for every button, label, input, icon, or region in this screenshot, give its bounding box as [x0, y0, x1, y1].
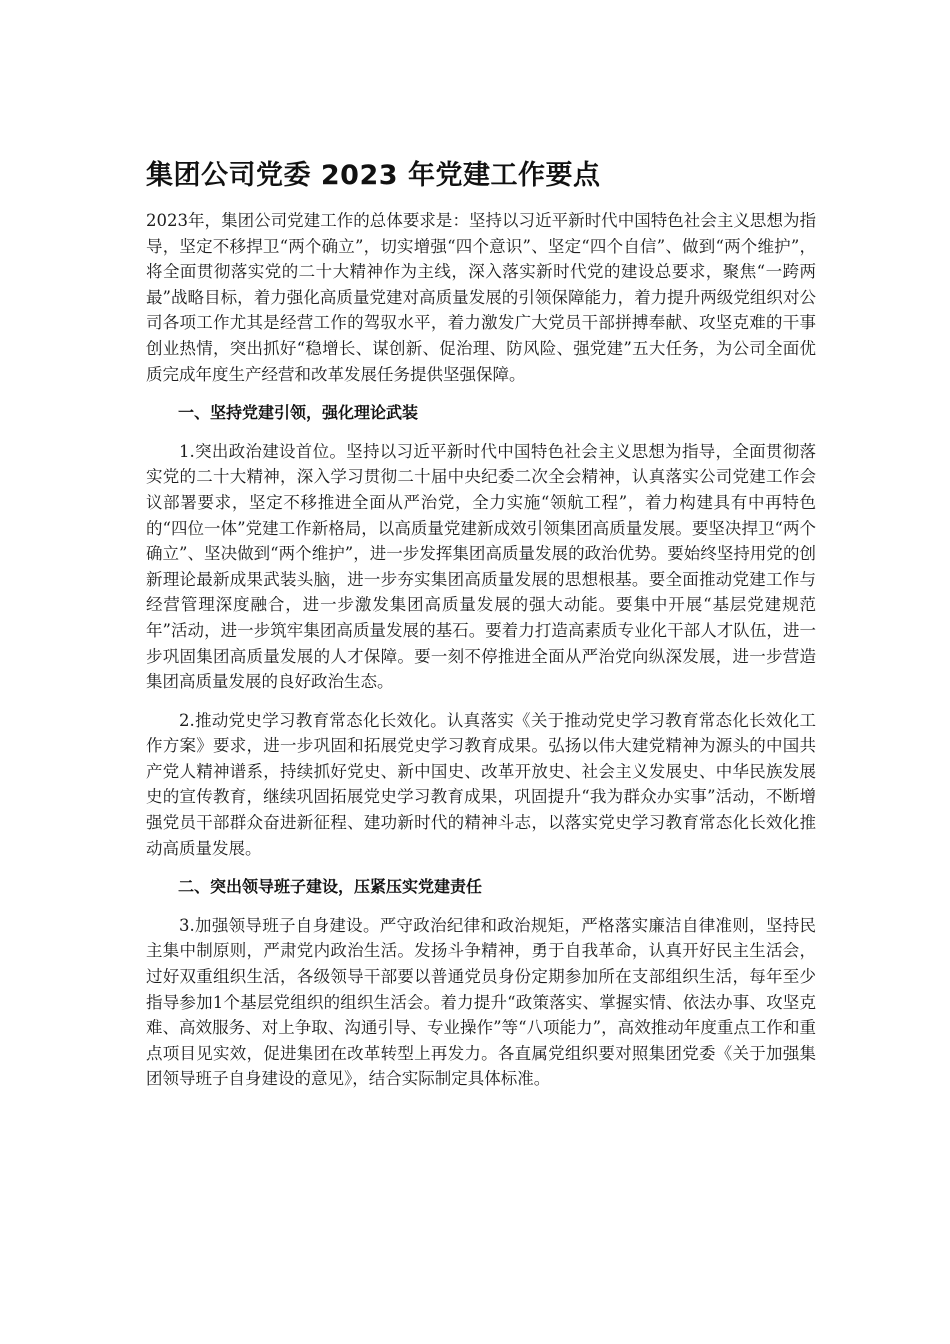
section-heading-1: 一、坚持党建引领，强化理论武装	[178, 403, 419, 423]
document-page	[146, 150, 816, 1105]
item-paragraph-1: 1.突出政治建设首位。坚持以习近平新时代中国特色社会主义思想为指导，全面贯彻落实党的二十大精神，深入学习贯彻二十届中央纪委二次全会精神，认真落实公司党建工作会议部署要求，坚定不移推进全面从严治党，全力实施“领航工程”，着力构建具有中再特色的“四位一体”党建工作新格局，以高质量党建新成效引领集团高质量发展。要坚决捍卫“两个确立”、坚决做到“两个维护”，进一步发挥集团高质量发展的政治优势。要始终坚持用党的创新理论最新成果武装头脑，进一步夯实集团高质量发展的思想根基。要全面推动党建工作与经营管理深度融合，进一步激发集团高质量发展的强大动能。要集中开展“基层党建规范年”活动，进一步筑牢集团高质量发展的基石。要着力打造高素质专业化干部人才队伍，进一步巩固集团高质量发展的人才保障。要一刻不停推进全面从严治党向纵深发展，进一步营造集团高质量发展的良好政治生态。	[146, 441, 816, 692]
document-title: 集团公司党委 2023 年党建工作要点	[146, 160, 601, 191]
section-heading-2: 二、突出领导班子建设，压紧压实党建责任	[178, 877, 483, 897]
intro-paragraph: 2023年，集团公司党建工作的总体要求是：坚持以习近平新时代中国特色社会主义思想为指导，坚定不移捍卫“两个确立”，切实增强“四个意识”、坚定“四个自信”、做到“两个维护”，将全面贯彻落实党的二十大精神作为主线，深入落实新时代党的建设总要求，聚焦“一跨两最”战略目标，着力强化高质量党建对高质量发展的引领保障能力，着力提升两级党组织对公司各项工作尤其是经营工作的驾驭水平，着力激发广大党员干部拼搏奉献、攻坚克难的干事创业热情，突出抓好“稳增长、谋创新、促治理、防风险、强党建”五大任务，为公司全面优质完成年度生产经营和改革发展任务提供坚强保障。	[146, 211, 816, 384]
item-paragraph-3: 3.加强领导班子自身建设。严守政治纪律和政治规矩，严格落实廉洁自律准则，坚持民主集中制原则，严肃党内政治生活。发扬斗争精神，勇于自我革命，认真开好民主生活会，过好双重组织生活，各级领导干部要以普通党员身份定期参加所在支部组织生活，每年至少指导参加1个基层党组织的组织生活会。着力提升“政策落实、掌握实情、依法办事、攻坚克难、高效服务、对上争取、沟通引导、专业操作”等“八项能力”，高效推动年度重点工作和重点项目见实效，促进集团在改革转型上再发力。各直属党组织要对照集团党委《关于加强集团领导班子自身建设的意见》，结合实际制定具体标准。	[146, 915, 816, 1089]
item-paragraph-2: 2.推动党史学习教育常态化长效化。认真落实《关于推动党史学习教育常态化长效化工作方案》要求，进一步巩固和拓展党史学习教育成果。弘扬以伟大建党精神为源头的中国共产党人精神谱系，持续抓好党史、新中国史、改革开放史、社会主义发展史、中华民族发展史的宣传教育，继续巩固拓展党史学习教育成果，巩固提升“我为群众办实事”活动，不断增强党员干部群众奋进新征程、建功新时代的精神斗志，以落实党史学习教育常态化长效化推动高质量发展。	[146, 710, 816, 858]
